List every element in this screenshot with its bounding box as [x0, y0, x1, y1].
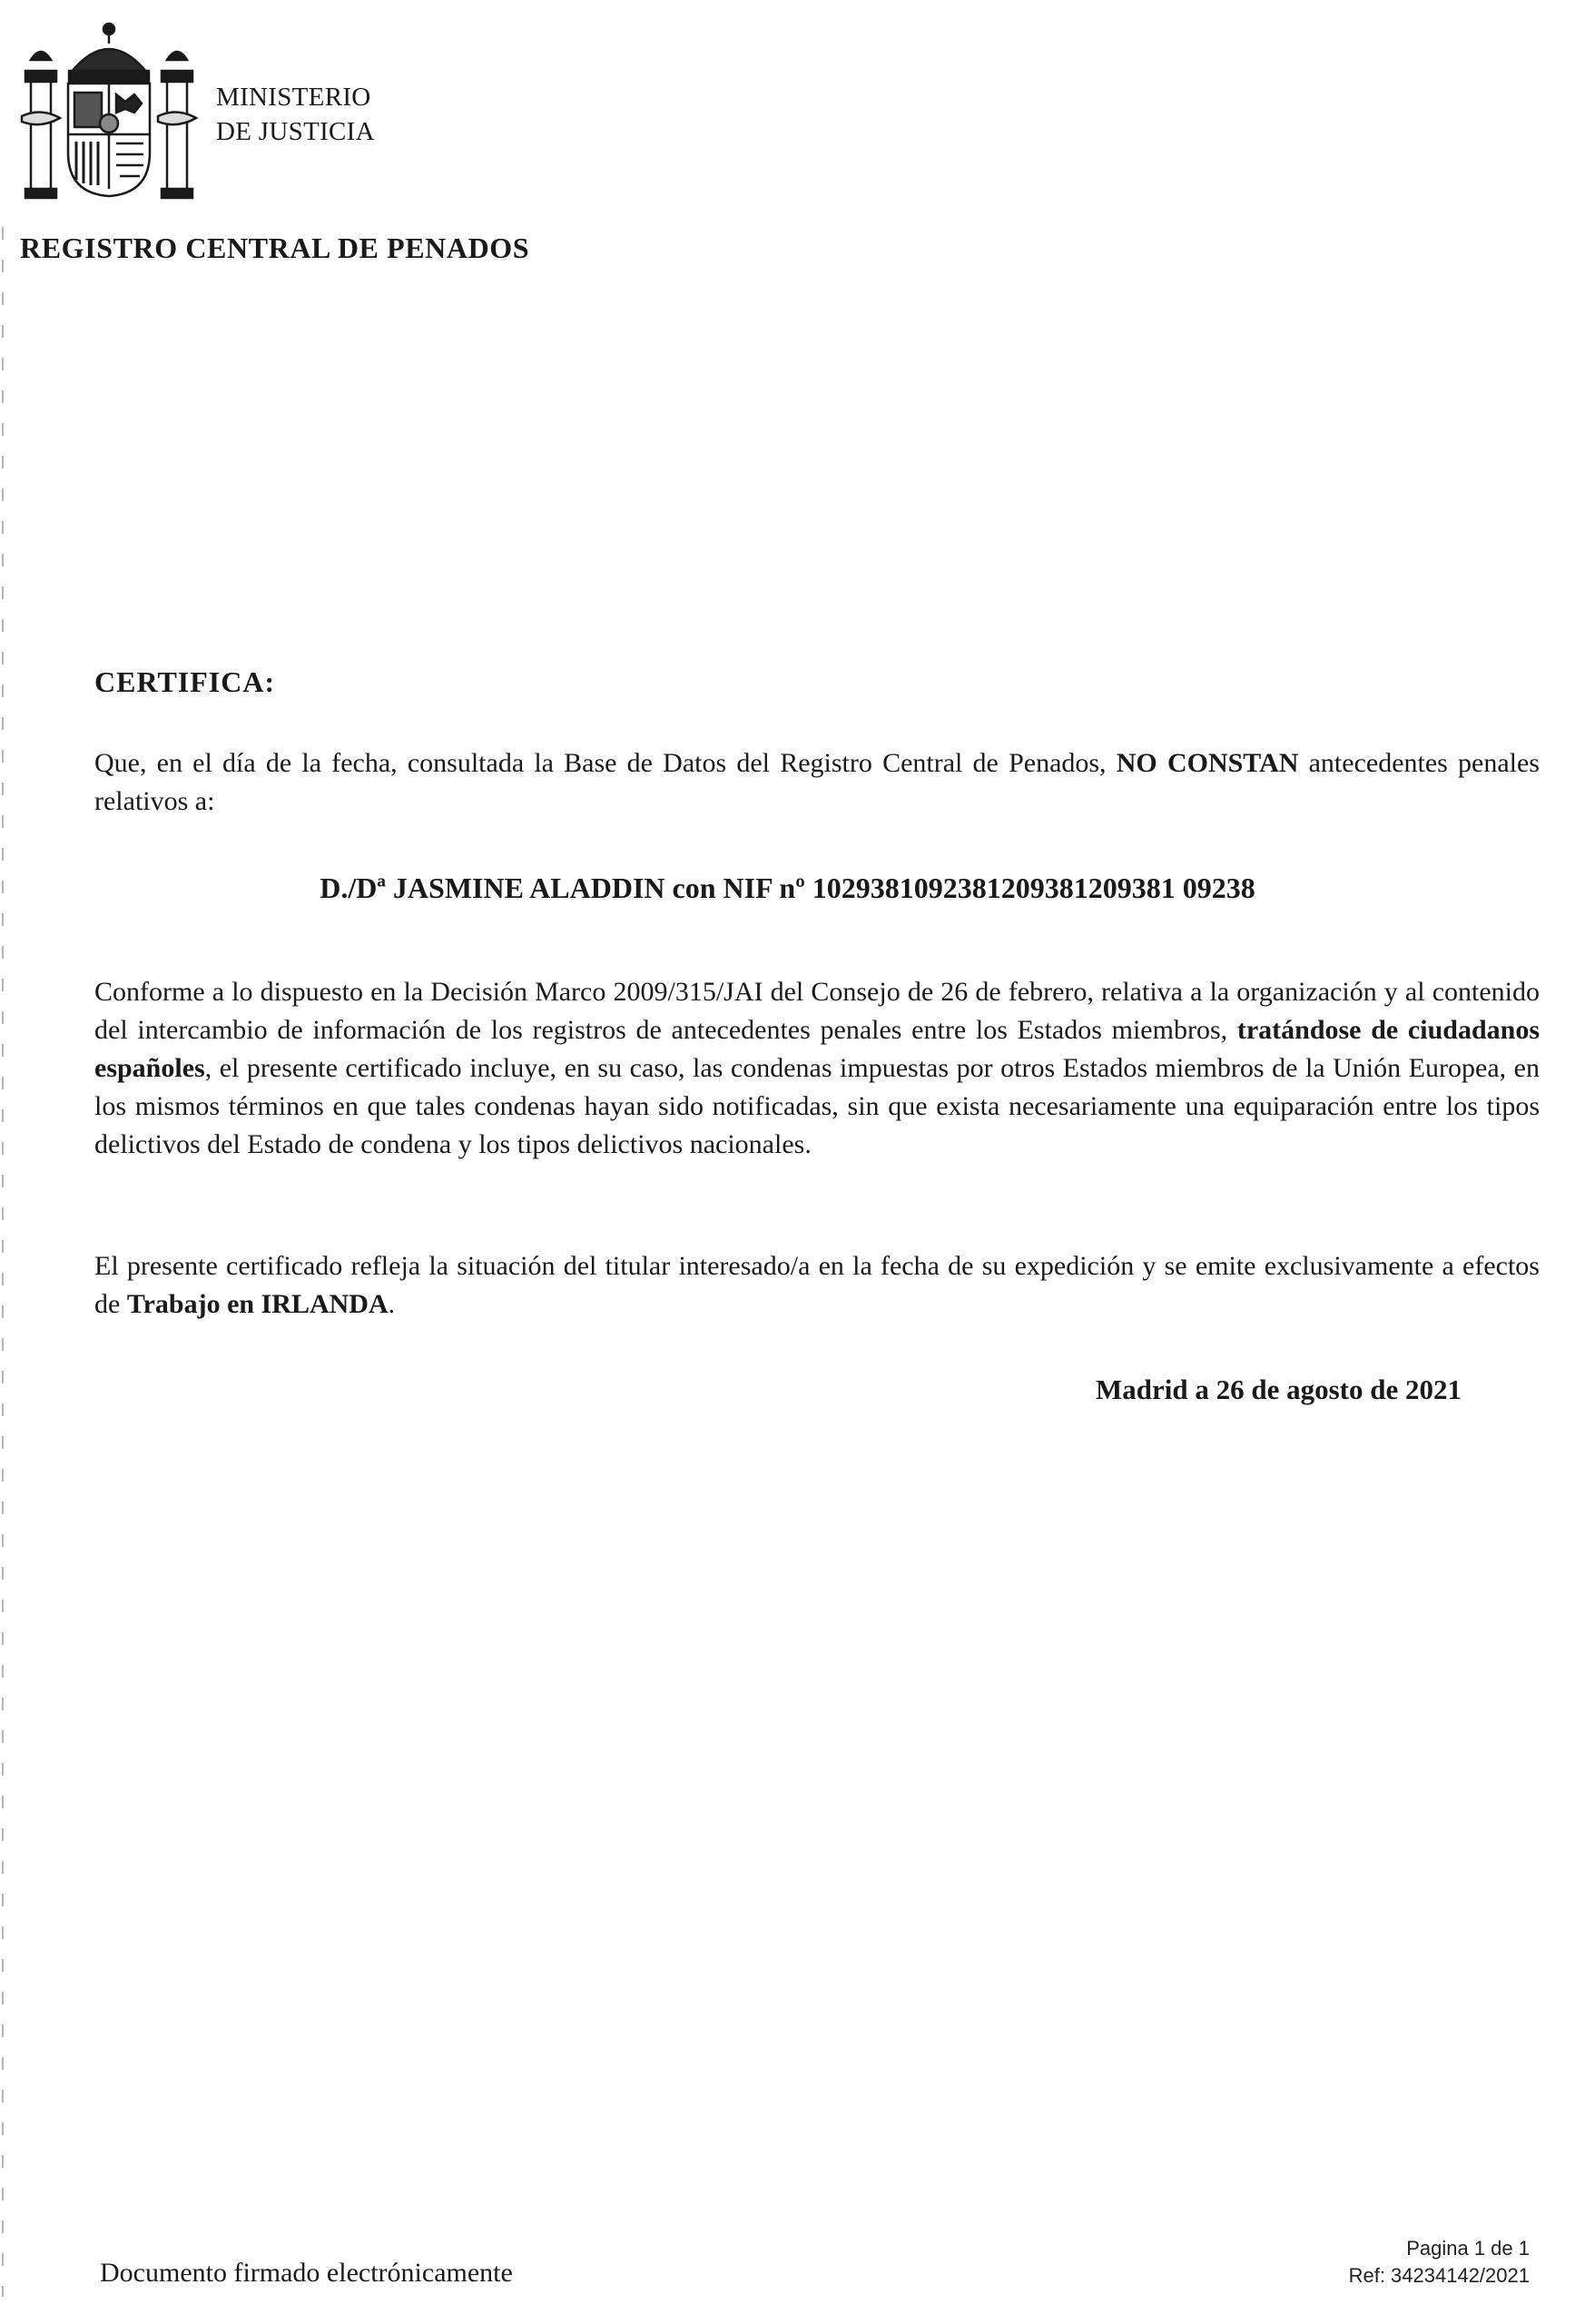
page-number: Pagina 1 de 1 [1406, 2237, 1530, 2260]
p2-end: , el presente certificado incluye, en su caso, las condenas impuestas por otros Estados miembros de la Unión Europea, en los mismos términos en que tales condenas hayan sido notificadas, sin que exista necesariamente una equiparación entre los tipos delictivos del Estado de condena y los tipos delictivos nacionales. [94, 1053, 1540, 1159]
ministry-name [216, 80, 375, 149]
page-reference [1349, 2235, 1530, 2290]
certificate-heading: CERTIFICA: [94, 665, 276, 698]
p1-bold: NO CONSTAN [1116, 748, 1299, 778]
edge-marks [0, 227, 7, 2297]
p2-bold: tratándose de ciudadanos españoles [94, 1015, 1540, 1083]
p1-text: Que, en el día de la fecha, consultada la Base de Datos del Registro Central de Penados, [94, 748, 1117, 778]
ministry-line-2: DE JUSTICIA [216, 117, 375, 146]
spanish-coat-of-arms-icon [18, 16, 200, 202]
signature-note: Documento firmado electrónicamente [100, 2258, 513, 2288]
p3-start: El presente certificado refleja la situación del titular interesado/a en la fecha de su expedición y se emite exclusivamente a efectos de [94, 1251, 1540, 1319]
paragraph-purpose [94, 1247, 1540, 1324]
issue-date: Madrid a 26 de agosto de 2021 [1096, 1374, 1462, 1405]
reference-number: Ref: 34234142/2021 [1348, 2264, 1530, 2287]
p3-end: . [388, 1289, 396, 1319]
paragraph-consultation [94, 744, 1540, 821]
p2-start: Conforme a lo dispuesto en la Decisión Marco 2009/315/JAI del Consejo de 26 de febrero, relativa a la organización y al contenido del intercambio de información de los registros de antecedentes penales entre los Estados miembros, [94, 977, 1540, 1045]
subject-line: D./Dª JASMINE ALADDIN con NIF nº 1029381092381209381209381 09238 [320, 872, 1255, 904]
paragraph-eu-decision [94, 973, 1540, 1164]
registry-title: REGISTRO CENTRAL DE PENADOS [20, 231, 530, 264]
p1-end: antecedentes penales relativos a: [94, 748, 1540, 816]
ministry-line-1: MINISTERIO [216, 83, 371, 112]
p3-bold: Trabajo en IRLANDA [126, 1289, 389, 1319]
